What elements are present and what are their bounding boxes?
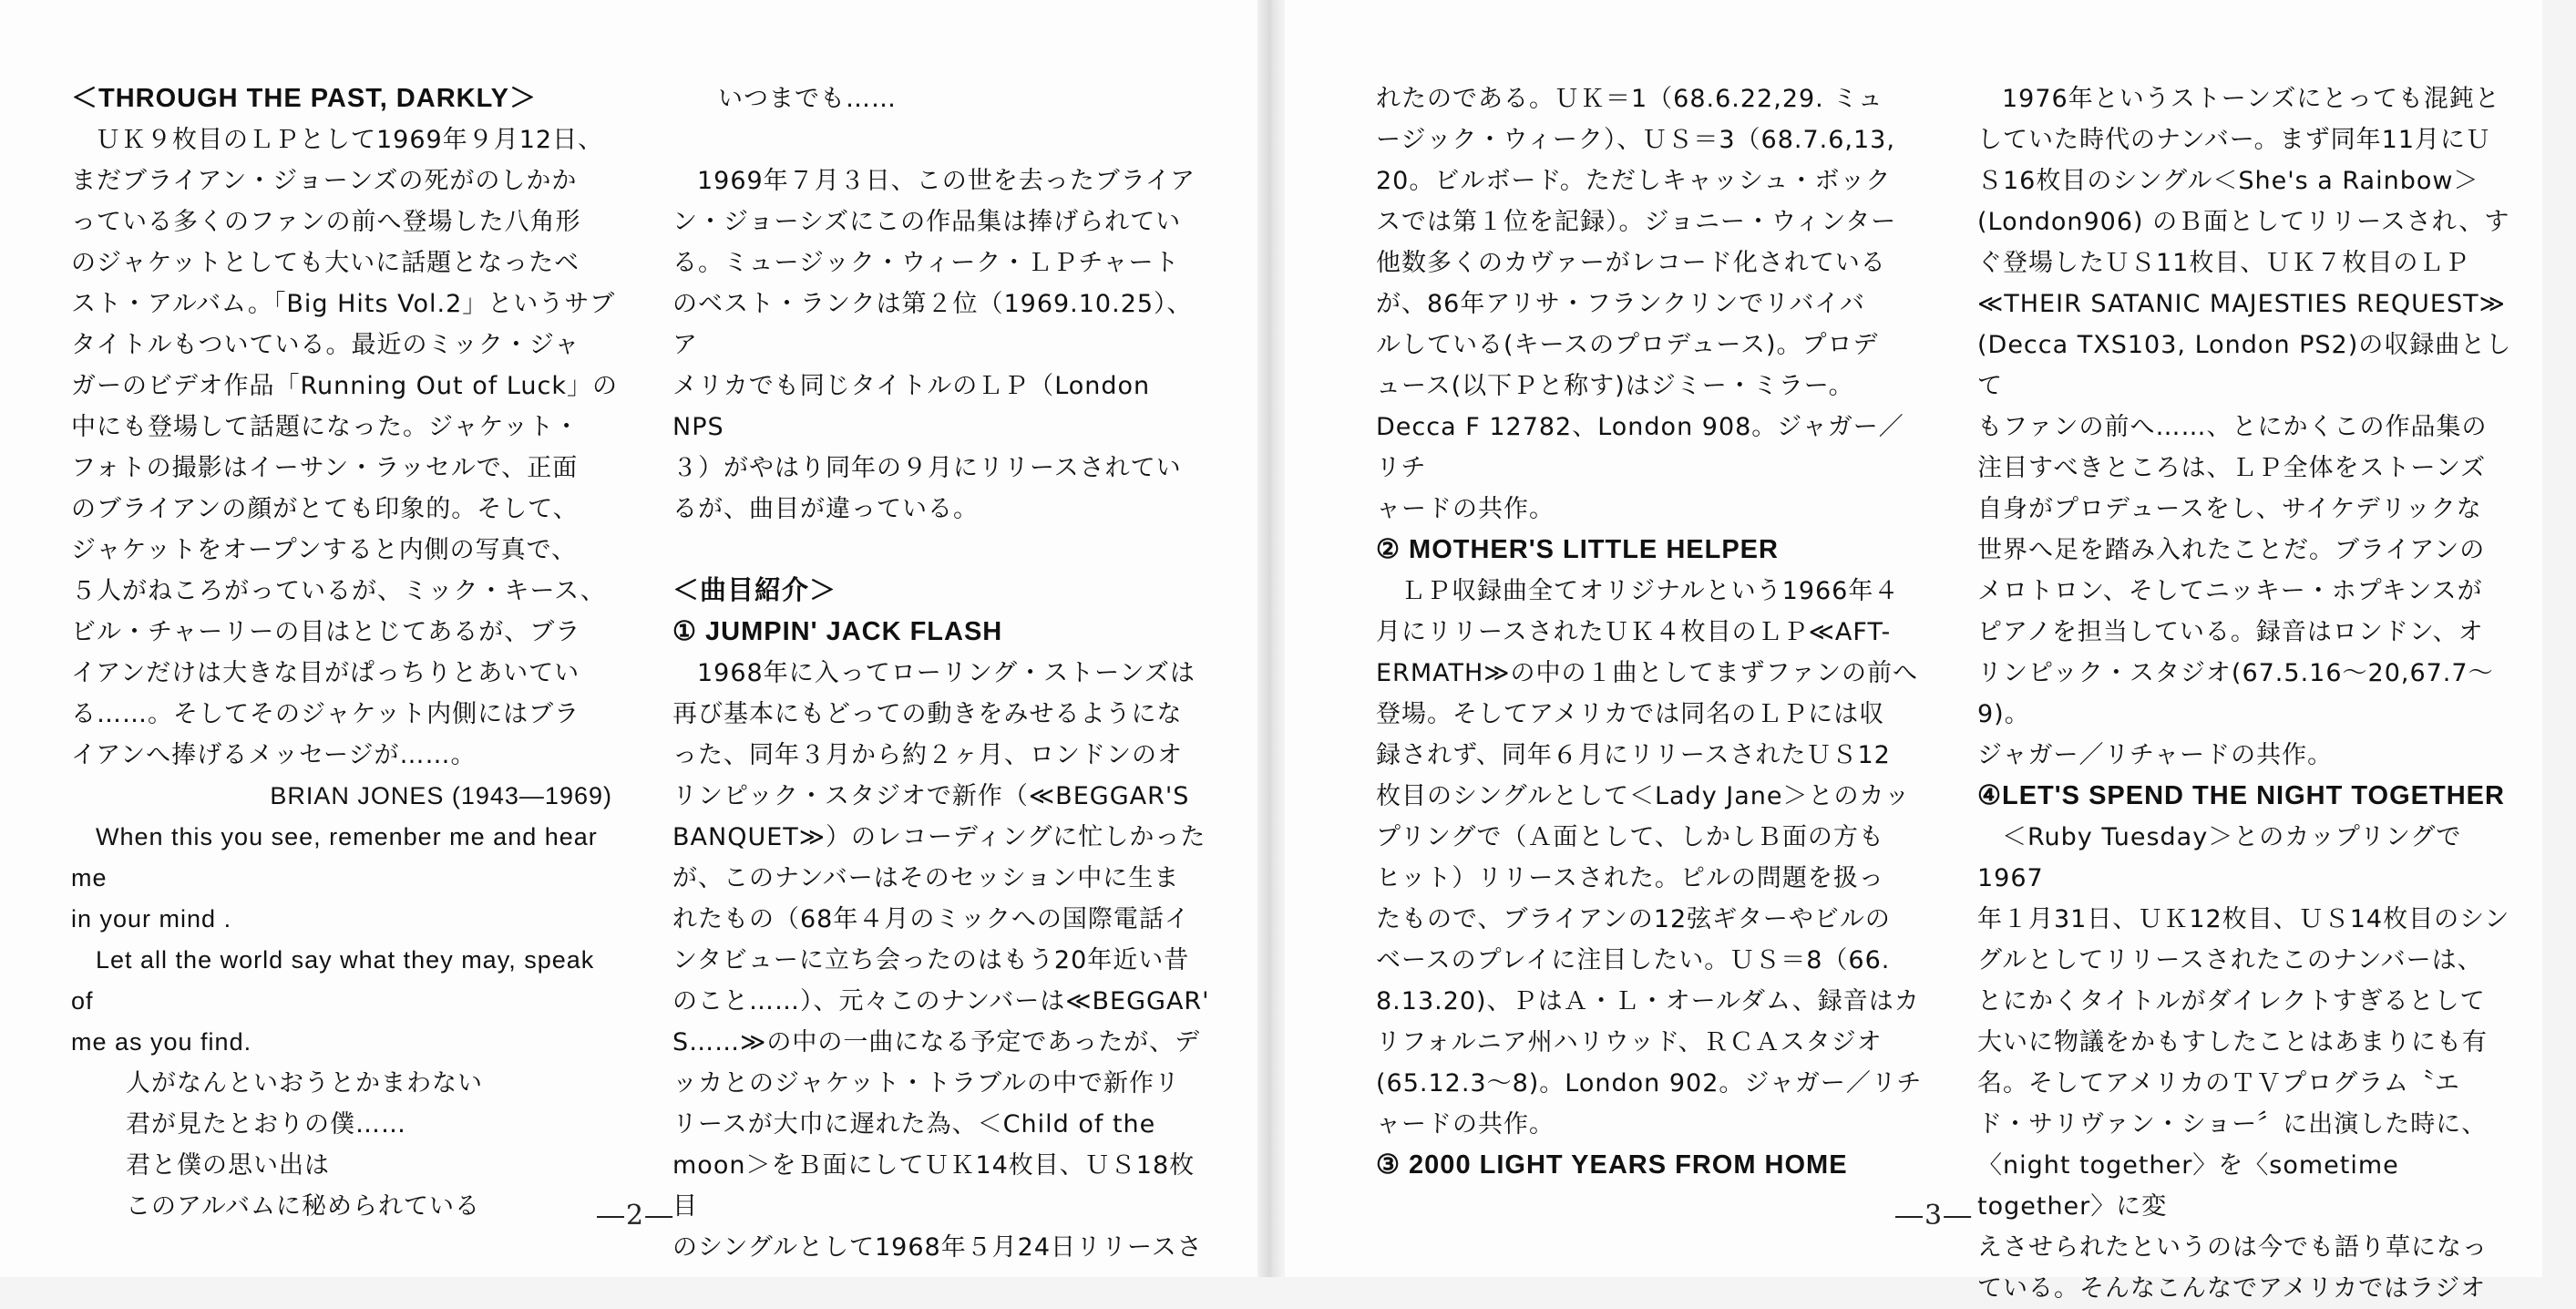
text-line: ピアノを担当している。録音はロンドン、オ xyxy=(1977,618,2484,646)
text-line: のこと……）、元々このナンバーは≪BEGGAR' xyxy=(672,987,1210,1015)
lyric-line: 君と僕の思い出は xyxy=(126,1151,330,1180)
text-line: ベースのプレイに注目したい。ＵＳ＝8（66. xyxy=(1376,946,1891,974)
text-line: ッカとのジャケット・トラブルの中で新作リ xyxy=(672,1069,1181,1098)
text-line: 月にリリースされたＵＫ４枚目のＬＰ≪AFT- xyxy=(1376,618,1892,646)
text-line: ュース(以下Ｐと称す)はジミー・ミラー。 xyxy=(1376,372,1854,400)
text-line: ERMATH≫の中の１曲としてまずファンの前へ xyxy=(1376,659,1919,687)
text-line: まだブライアン・ジョーンズの死がのしかか xyxy=(71,167,578,195)
song-title-2: ② MOTHER'S LITTLE HELPER xyxy=(1376,535,1779,564)
text-line: ＬＰ収録曲全てオリジナルという1966年４ xyxy=(1401,577,1900,605)
brian-jones-credit: BRIAN JONES (1943―1969) xyxy=(270,782,612,809)
text-line: のベスト・ランクは第２位（1969.10.25）、ア xyxy=(672,290,1193,359)
text-line: る。ミュージック・ウィーク・ＬＰチャート xyxy=(672,249,1180,277)
text-line: 注目すべきところは、ＬＰ全体をストーンズ xyxy=(1977,454,2487,482)
text-line: っている多くのファンの前へ登場した八角形 xyxy=(71,208,581,236)
text-line: リンピック・スタジオで新作（≪BEGGAR'S xyxy=(672,782,1190,810)
text-line: 〈night together〉を〈sometime together〉に変 xyxy=(1977,1151,2399,1221)
text-line: メロトロン、そしてニッキー・ホプキンスが xyxy=(1977,577,2483,605)
text-line: (London906) のＢ面としてリリースされ、す xyxy=(1977,208,2510,236)
text-line: 他数多くのカヴァーがレコード化されている xyxy=(1376,249,1886,277)
text-line: 自身がプロデュースをし、サイケデリックな xyxy=(1977,495,2482,523)
text-line: 20。ビルボード。ただしキャッシュ・ボック xyxy=(1376,167,1892,195)
text-line: たもので、ブライアンの12弦ギターやビルの xyxy=(1376,905,1891,933)
text-line: グルとしてリリースされたこのナンバーは、 xyxy=(1977,946,2483,974)
text-line: 登場。そしてアメリカでは同名のＬＰには収 xyxy=(1376,700,1885,728)
spacer xyxy=(672,119,1210,160)
quote-line: me as you find. xyxy=(71,1028,252,1056)
text-line: ぐ登場したＵＳ11枚目、ＵＫ７枚目のＬＰ xyxy=(1977,249,2470,277)
text-line: ≪THEIR SATANIC MAJESTIES REQUEST≫ xyxy=(1977,290,2506,318)
text-line: ヒット）リリースされた。ピルの問題を扱っ xyxy=(1376,864,1884,892)
text-line: スト・アルバム。「Big Hits Vol.2」というサブ xyxy=(71,290,616,318)
text-line: ージック・ウィーク）、ＵＳ＝3（68.7.6,13, xyxy=(1376,126,1895,154)
section-heading: ＜曲目紹介＞ xyxy=(672,576,837,605)
text-line: のシングルとして1968年５月24日リリースさ xyxy=(672,1233,1203,1262)
text-line: プリングで（Ａ面として、しかしＢ面の方も xyxy=(1376,823,1884,851)
left-column-1 xyxy=(71,78,618,1227)
text-line: えさせられたというのは今でも語り草になっ xyxy=(1977,1233,2488,1262)
text-line: ンタビューに立ち会ったのはもう20年近い昔 xyxy=(672,946,1190,974)
page-number-left: ―2― xyxy=(597,1200,675,1232)
text-line: った、同年３月から約２ヶ月、ロンドンのオ xyxy=(672,741,1183,769)
text-line: 枚目のシングルとして＜Lady Jane＞とのカッ xyxy=(1376,782,1911,810)
text-line: ＵＫ９枚目のＬＰとして1969年９月12日、 xyxy=(96,126,604,154)
text-line: ン・ジョーシズにこの作品集は捧げられてい xyxy=(672,208,1182,236)
text-line: ャードの共作。 xyxy=(1376,1110,1555,1139)
page-left xyxy=(0,0,1257,1277)
text-line: (Decca TXS103, London PS2)の収録曲として xyxy=(1977,331,2512,400)
page-number-right: ―3― xyxy=(1895,1200,1974,1232)
text-line: Decca F 12782、London 908。ジャガー／リチ xyxy=(1376,413,1904,482)
quote-line: When this you see, remenber me and hear me xyxy=(71,823,598,892)
text-line: 名。そしてアメリカのＴＶプログラム〝エ xyxy=(1977,1069,2460,1098)
text-line: 大いに物議をかもすしたことはあまりにも有 xyxy=(1977,1028,2488,1056)
text-line: 中にも登場して話題になった。ジャケット・ xyxy=(71,413,580,441)
text-line: フォトの撮影はイーサン・ラッセルで、正面 xyxy=(71,454,579,482)
binding-gutter xyxy=(1257,0,1285,1277)
text-line: S……≫の中の一曲になる予定であったが、デ xyxy=(672,1028,1201,1056)
left-column-2 xyxy=(672,78,1210,1268)
text-line: ＜Ruby Tuesday＞とのカップリングで1967 xyxy=(1977,823,2462,892)
text-line: れたもの（68年４月のミックへの国際電話イ xyxy=(672,905,1190,933)
spacer xyxy=(672,530,1210,571)
text-line: リンピック・スタジオ(67.5.16〜20,67.7〜9)。 xyxy=(1977,659,2494,728)
text-line: BANQUET≫）のレコーディングに忙しかった xyxy=(672,823,1206,851)
page-right xyxy=(1285,0,2542,1303)
text-line: メリカでも同じタイトルのＬＰ（London NPS xyxy=(672,372,1151,441)
text-line: ている。そんなこんなでアメリカではラジオ xyxy=(1977,1274,2487,1303)
text-line: のブライアンの顔がとても印象的。そして、 xyxy=(71,495,579,523)
text-line: いつまでも…… xyxy=(718,85,897,113)
song-title-3: ③ 2000 LIGHT YEARS FROM HOME xyxy=(1376,1150,1848,1180)
text-line: 8.13.20)、ＰはＡ・Ｌ・オールダム、録音はカ xyxy=(1376,987,1920,1015)
lyric-line: このアルバムに秘められている xyxy=(126,1192,481,1221)
right-column-1 xyxy=(1376,78,1923,1186)
song-title-4: ④LET'S SPEND THE NIGHT TOGETHER xyxy=(1977,781,2505,810)
text-line: ３）がやはり同年の９月にリリースされてい xyxy=(672,454,1182,482)
text-line: moon＞をＢ面にしてＵＫ14枚目、ＵＳ18枚目 xyxy=(672,1151,1196,1221)
text-line: リフォルニア州ハリウッド、ＲＣＡスタジオ xyxy=(1376,1028,1883,1056)
right-column-2 xyxy=(1977,78,2524,1309)
text-line: とにかくタイトルがダイレクトすぎるとして xyxy=(1977,987,2486,1015)
text-line: ルしている(キースのプロデュース)。プロデ xyxy=(1376,331,1879,359)
text-line: ジャケットをオープンすると内側の写真で、 xyxy=(71,536,578,564)
text-line: イアンへ捧げるメッセージが……。 xyxy=(71,741,477,769)
text-line: る……。そしてそのジャケット内側にはブラ xyxy=(71,700,580,728)
text-line: Ｓ16枚目のシングル＜She's a Rainbow＞ xyxy=(1977,167,2479,195)
text-line: (65.12.3〜8)。London 902。ジャガー／リチ xyxy=(1376,1069,1923,1098)
album-heading: ＜THROUGH THE PAST, DARKLY＞ xyxy=(71,84,537,113)
quote-line: in your mind . xyxy=(71,905,232,933)
text-line: 年１月31日、ＵＫ12枚目、ＵＳ14枚目のシン xyxy=(1977,905,2510,933)
text-line: が、このナンバーはそのセッション中に生ま xyxy=(672,864,1180,892)
text-line: ビル・チャーリーの目はとじてあるが、ブラ xyxy=(71,618,581,646)
text-line: 1976年というストーンズにとっても混鈍と xyxy=(2002,85,2500,113)
text-line: タイトルもついている。最近のミック・ジャ xyxy=(71,331,580,359)
text-line: ５人がねころがっているが、ミック・キース、 xyxy=(71,577,606,605)
text-line: ド・サリヴァン・ショー〞に出演した時に、 xyxy=(1977,1110,2488,1139)
text-line: 1968年に入ってローリング・ストーンズは xyxy=(697,659,1196,687)
quote-line: Let all the world say what they may, speak of xyxy=(71,946,595,1015)
text-line: 再び基本にもどっての動きをみせるようにな xyxy=(672,700,1183,728)
text-line: ャードの共作。 xyxy=(1376,495,1555,523)
text-line: スでは第１位を記録）。ジョニー・ウィンター xyxy=(1376,208,1897,236)
text-line: 世界へ足を踏み入れたことだ。ブライアンの xyxy=(1977,536,2486,564)
text-line: もファンの前へ……、とにかくこの作品集の xyxy=(1977,413,2488,441)
lyric-line: 君が見たとおりの僕…… xyxy=(126,1110,406,1139)
lyric-line: 人がなんといおうとかまわない xyxy=(126,1069,483,1098)
text-line: リースが大巾に遅れた為、＜Child of the xyxy=(672,1110,1156,1139)
text-line: ジャガー／リチャードの共作。 xyxy=(1977,741,2334,769)
text-line: が、86年アリサ・フランクリンでリバイバ xyxy=(1376,290,1865,318)
text-line: ガーのビデオ作品「Running Out of Luck」の xyxy=(71,372,618,400)
text-line: 1969年７月３日、この世を去ったブライア xyxy=(697,167,1196,195)
text-line: イアンだけは大きな目がぱっちりとあいてい xyxy=(71,659,580,687)
text-line: していた時代のナンバー。まず同年11月にＵ xyxy=(1977,126,2492,154)
text-line: のジャケットとしても大いに話題となったベ xyxy=(71,249,580,277)
text-line: るが、曲目が違っている。 xyxy=(672,495,979,523)
song-title-1: ① JUMPIN' JACK FLASH xyxy=(672,617,1003,646)
text-line: 録されず、同年６月にリリースされたＵＳ12 xyxy=(1376,741,1891,769)
text-line: れたのである。ＵＫ＝1（68.6.22,29. ミュ xyxy=(1376,85,1883,113)
